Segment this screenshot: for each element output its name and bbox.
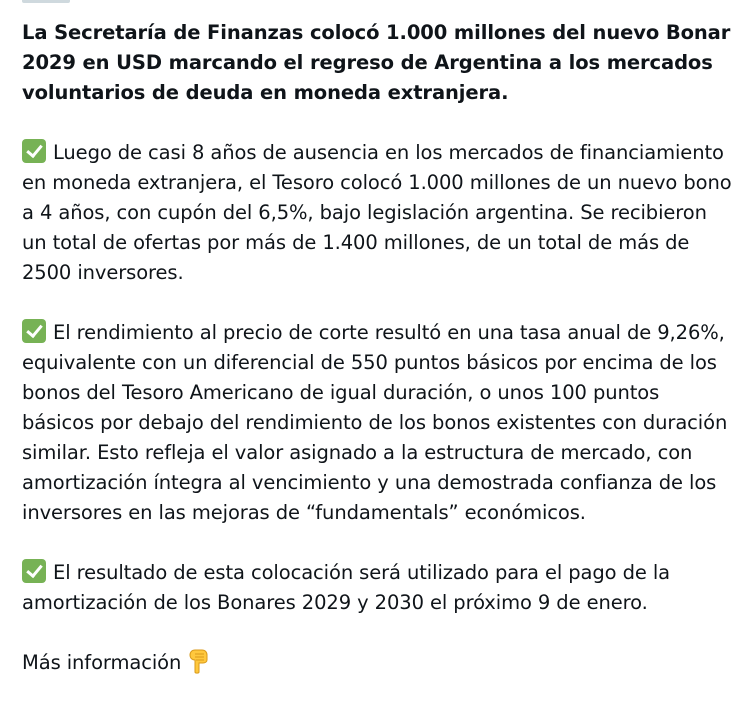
- more-info-text: Más información: [22, 651, 182, 674]
- post-paragraph-1: [22, 138, 737, 288]
- post-headline: La Secretaría de Finanzas colocó 1.000 millones del nuevo Bonar 2029 en USD marcando el regreso de Argentina a los mercados voluntarios de deuda en moneda extranjera.: [22, 21, 731, 104]
- paragraph-1-text: Luego de casi 8 años de ausencia en los mercados de financiamiento en moneda extranjera, el Tesoro colocó 1.000 millones de un nuevo bono a 4 años, con cupón del 6,5%, bajo legislación argentina. Se recibieron un total de ofertas por más de 1.400 millones, de un total de más de 2500 inversores.: [22, 141, 732, 284]
- post-paragraph-2: [22, 318, 737, 528]
- backhand-index-pointing-down-icon: [187, 648, 209, 683]
- previous-content-edge: [22, 0, 70, 3]
- paragraph-3-text: El resultado de esta colocación será utilizado para el pago de la amortización de los Bonares 2029 y 2030 el próximo 9 de enero.: [22, 561, 671, 614]
- check-mark-button-icon: [22, 139, 46, 163]
- post-paragraph-3: [22, 558, 737, 618]
- post-body: [22, 18, 737, 683]
- more-info-line: [22, 648, 737, 683]
- paragraph-2-text: El rendimiento al precio de corte resultó en una tasa anual de 9,26%, equivalente con un diferencial de 550 puntos básicos por encima de los bonos del Tesoro Americano de igual duración, o unos 100 puntos básicos por debajo del rendimiento de los bonos existentes con duración similar. Esto refleja el valor asignado a la estructura de mercado, con amortización íntegra al vencimiento y una demostrada confianza de los inversores en las mejoras de “fundamentals” económicos.: [22, 321, 728, 524]
- check-mark-button-icon: [22, 559, 46, 583]
- check-mark-button-icon: [22, 319, 46, 343]
